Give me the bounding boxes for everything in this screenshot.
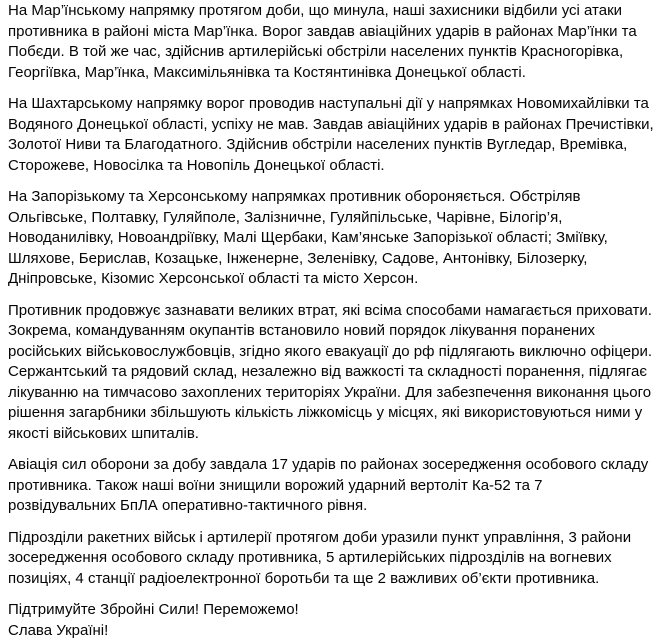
- text-line: Георгіївка, Мар’їнка, Максимільянівка та Костянтинівка Донецької області.: [8, 63, 648, 84]
- text-line: Ольгівське, Полтавку, Гуляйполе, Залізничне, Гуляйпільське, Чарівне, Білогір’я,: [8, 208, 648, 229]
- text-line: Слава Україні!: [8, 621, 648, 641]
- paragraph-shakhtarsk-direction: [8, 94, 648, 176]
- text-line: Шляхове, Берислав, Козацьке, Інженерне, Зеленівку, Садове, Антонівку, Білозерку,: [8, 249, 648, 270]
- text-line: зосередження особового складу противника, 5 артилерійських підрозділів на вогневих: [8, 548, 648, 569]
- text-line: Золотої Ниви та Благодатного. Здійснив обстріли населених пунктів Вугледар, Времівка,: [8, 135, 648, 156]
- text-line: На Запорізькому та Херсонському напрямках противник обороняється. Обстріляв: [8, 187, 648, 208]
- paragraph-aviation-strikes: [8, 455, 648, 517]
- text-line: противника. Також наші воїни знищили ворожий ударний вертоліт Ка-52 та 7: [8, 476, 648, 497]
- text-line: Підрозділи ракетних військ і артилерії протягом доби уразили пункт управління, 3 райони: [8, 528, 648, 549]
- text-line: якості військових шпиталів.: [8, 424, 648, 445]
- text-line: На Шахтарському напрямку ворог проводив наступальні дії у напрямках Новомихайлівки та: [8, 94, 648, 115]
- text-line: рішення загарбники збільшують кількість ліжкомісць у місцях, які використовуються ними у: [8, 403, 648, 424]
- paragraph-artillery-strikes: [8, 528, 648, 590]
- paragraph-marinka-direction: [8, 1, 648, 83]
- text-line: російських військовослужбовців, згідно якого евакуації до рф підлягають виключно офіцери.: [8, 342, 648, 363]
- text-line: Авіація сил оборони за добу завдала 17 ударів по районах зосередження особового складу: [8, 455, 648, 476]
- text-line: На Мар’їнському напрямку протягом доби, що минула, наші захисники відбили усі атаки: [8, 1, 648, 22]
- paragraph-enemy-losses: [8, 301, 648, 445]
- text-line: Зокрема, командуванням окупантів встановило новий порядок лікування поранених: [8, 321, 648, 342]
- text-line: противника в районі міста Мар’їнка. Ворог завдав авіаційних ударів в районах Мар’їнки та: [8, 22, 648, 43]
- text-line: Побєди. В той же час, здійснив артилерійські обстріли населених пунктів Красногорівка,: [8, 42, 648, 63]
- text-line: Водяного Донецької області, успіху не мав. Завдав авіаційних ударів в районах Пречистівки,: [8, 115, 648, 136]
- text-line: Новоданилівку, Новоандріївку, Малі Щербаки, Кам’янське Запорізької області; Зміївку,: [8, 228, 648, 249]
- text-line: Дніпровське, Кізомис Херсонської області та місто Херсон.: [8, 269, 648, 290]
- text-line: Противник продовжує зазнавати великих втрат, які всіма способами намагається приховати.: [8, 301, 648, 322]
- text-line: позиціях, 4 станції радіоелектронної боротьби та ще 2 важливих об’єкти противника.: [8, 569, 648, 590]
- text-line: Підтримуйте Збройні Сили! Переможемо!: [8, 600, 648, 621]
- text-line: Сторожеве, Новосілка та Новопіль Донецької області.: [8, 156, 648, 177]
- paragraph-closing: [8, 600, 648, 641]
- text-line: лікуванню на тимчасово захоплених територіях України. Для забезпечення виконання цього: [8, 383, 648, 404]
- text-line: Сержантський та рядовий склад, незалежно від важкості та складності поранення, підлягає: [8, 362, 648, 383]
- text-line: розвідувальних БпЛА оперативно-тактичного рівня.: [8, 496, 648, 517]
- paragraph-zaporizhzhia-kherson-direction: [8, 187, 648, 290]
